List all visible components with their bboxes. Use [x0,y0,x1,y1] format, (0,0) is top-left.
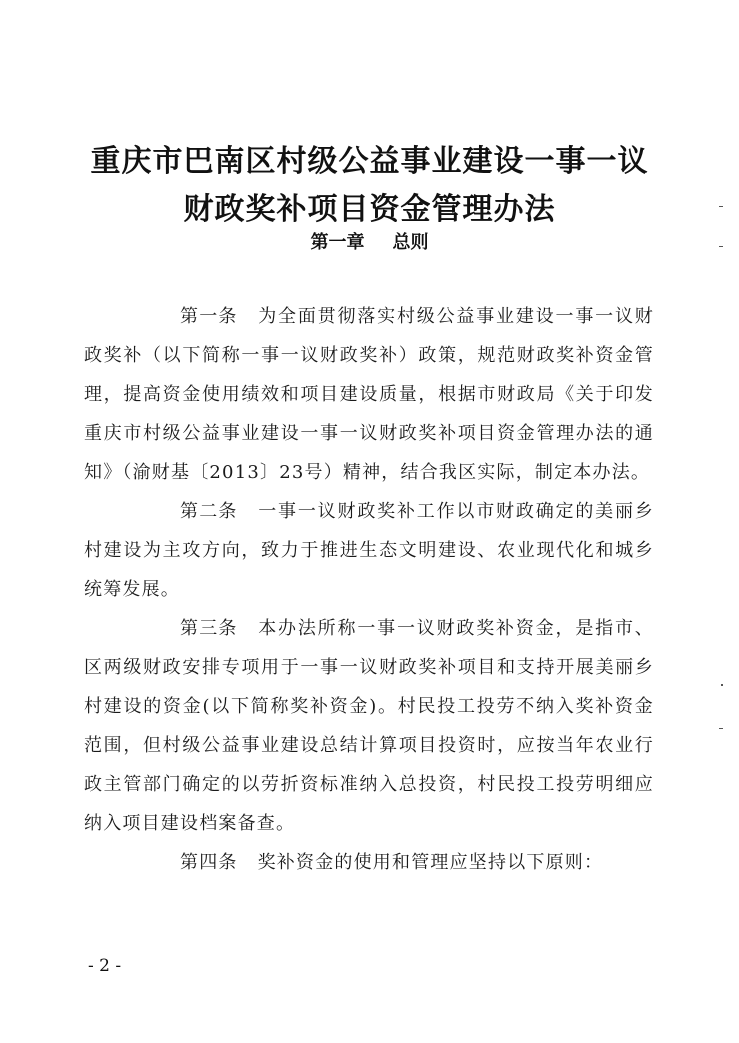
scan-mark [721,684,723,686]
scan-mark [719,206,723,207]
scan-mark [719,246,723,247]
page-number: - 2 - [88,956,122,976]
chapter-number: 第一章 [310,232,365,253]
document-title-line-2: 财政奖补项目资金管理办法 [183,192,556,227]
article-2 [84,492,654,609]
scan-mark [719,728,723,729]
article-text: 奖补资金的使用和管理应坚持以下原则： [257,852,604,873]
document-body [84,297,654,882]
article-4 [84,843,654,882]
document-title-line-1: 重庆市巴南区村级公益事业建设一事一议 [90,144,649,179]
article-label: 第四条 [180,852,238,873]
article-label: 第一条 [180,306,238,327]
article-text: 一事一议财政奖补工作以市财政确定的美丽乡村建设为主攻方向，致力于推进生态文明建设、农业现代化和城乡统筹发展。 [84,501,654,600]
article-3 [84,609,654,843]
chapter-name: 总则 [392,232,429,253]
article-text: 本办法所称一事一议财政奖补资金，是指市、区两级财政安排专项用于一事一议财政奖补项目和支持开展美丽乡村建设的资金(以下简称奖补资金)。村民投工投劳不纳入奖补资金范围，但村级公益事业建设总结计算项目投资时，应按当年农业行政主管部门确定的以劳折资标准纳入总投资，村民投工投劳明细应纳入项目建设档案备查。 [84,618,654,834]
article-1 [84,297,654,492]
article-label: 第二条 [180,501,238,522]
article-text: 为全面贯彻落实村级公益事业建设一事一议财政奖补（以下简称一事一议财政奖补）政策，规范财政奖补资金管理，提高资金使用绩效和项目建设质量，根据市财政局《关于印发重庆市村级公益事业建设一事一议财政奖补项目资金管理办法的通知》（渝财基〔2013〕23号）精神，结合我区实际，制定本办法。 [84,306,654,483]
chapter-heading [0,228,739,254]
article-label: 第三条 [180,618,238,639]
